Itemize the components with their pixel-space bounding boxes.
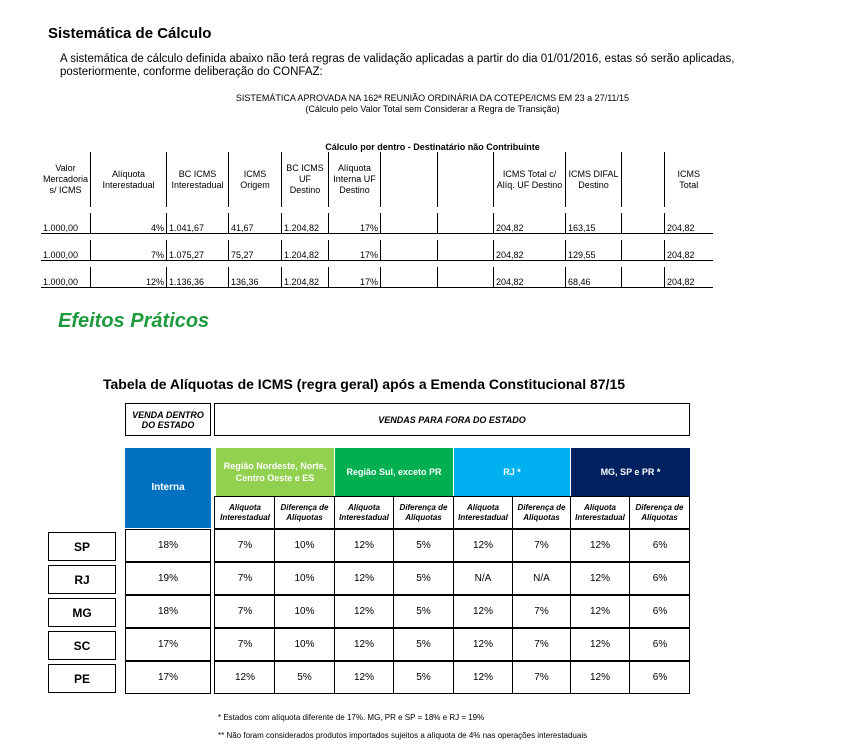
aliquota-cell: 7%: [216, 562, 275, 595]
aliquota-cell: 12%: [571, 562, 630, 595]
calc-cell: [438, 267, 494, 288]
state-label: PE: [48, 664, 116, 693]
region-header: RJ *: [454, 448, 570, 496]
sub-diferenca-header: Diferença de Alíquotas: [394, 497, 454, 528]
aliquota-cell: 12%: [454, 661, 513, 694]
calc-cell: [438, 213, 494, 234]
aliquota-cell: 12%: [454, 529, 513, 562]
calc-header-cell: [622, 152, 665, 207]
calc-header-row: [41, 152, 713, 207]
aliquota-cell: 6%: [652, 540, 668, 551]
calc-cell: 204,82: [494, 240, 566, 261]
aliquota-cell: 7%: [513, 661, 571, 694]
aliquota-cell: 6%: [652, 639, 668, 650]
calc-header-cell: ICMS Origem: [229, 152, 282, 207]
calc-cell: 17%: [329, 240, 381, 261]
aliquota-cell: 10%: [275, 529, 335, 562]
state-label: SP: [48, 532, 116, 561]
calc-cell: 41,67: [229, 213, 282, 234]
aliquota-cell: 5%: [394, 595, 454, 628]
calc-cell: [438, 240, 494, 261]
section-heading: Efeitos Práticos: [58, 310, 210, 332]
sub-aliquota-header: Alíquota Interestadual: [454, 497, 513, 528]
aliquota-cell: 7%: [216, 529, 275, 562]
aliquota-cell: 12%: [335, 562, 394, 595]
aliquota-cell: 12%: [335, 661, 394, 694]
calc-cell: 1.204,82: [282, 240, 329, 261]
calc-cell: 1.000,00: [41, 267, 91, 288]
sub-aliquota-header: Alíquota Interestadual: [571, 497, 630, 528]
calc-header-cell: ICMS DIFAL Destino: [566, 152, 622, 207]
calc-row: [41, 267, 713, 288]
calc-cell: [381, 240, 438, 261]
calc-header-cell: Alíquota Interna UF Destino: [329, 152, 381, 207]
calc-cell: 204,82: [494, 267, 566, 288]
calc-cell: [622, 240, 665, 261]
aliquota-cell: 12%: [335, 628, 394, 661]
sub-diferenca-header: Diferença de Alíquotas: [275, 497, 335, 528]
aliquota-cell: 12%: [216, 661, 275, 694]
calc-cell: [381, 267, 438, 288]
calc-header-cell: BC ICMS Interestadual: [167, 152, 229, 207]
calc-cell: 163,15: [566, 213, 622, 234]
footnote-1: * Estados com alíquota diferente de 17%. MG, PR e SP = 18% e RJ = 19%: [218, 713, 485, 722]
aliquota-cell: 12%: [571, 529, 630, 562]
interna-header: Interna: [125, 448, 211, 528]
calc-cell: 1.041,67: [167, 213, 229, 234]
interna-cell: 18%: [125, 595, 211, 628]
state-label: RJ: [48, 565, 116, 594]
interna-cell: 17%: [125, 661, 211, 694]
calc-header-cell: Alíquota Interestadual: [91, 152, 167, 207]
calc-cell: 1.204,82: [282, 213, 329, 234]
aliquota-cell: 6%: [652, 606, 668, 617]
calc-table: [41, 152, 713, 288]
calc-cell: [381, 213, 438, 234]
interna-cell: 18%: [125, 529, 211, 562]
aliquota-cell: 7%: [216, 595, 275, 628]
calc-cell: 129,55: [566, 240, 622, 261]
calc-cell: 17%: [329, 213, 381, 234]
aliquota-cell: 12%: [454, 595, 513, 628]
calc-header-cell: [438, 152, 494, 207]
sub-diferenca-header: Diferença de Alíquotas: [513, 497, 571, 528]
sub-aliquota-header: Alíquota Interestadual: [335, 497, 394, 528]
aliquota-cell: 10%: [275, 628, 335, 661]
calc-row: [41, 240, 713, 261]
approval-subline: (Cálculo pelo Valor Total sem Considerar a Regra de Transição): [305, 104, 560, 114]
aliquota-cell: 7%: [216, 628, 275, 661]
calc-row: [41, 213, 713, 234]
aliquota-cell: 12%: [454, 628, 513, 661]
calc-header-cell: BC ICMS UF Destino: [282, 152, 329, 207]
calc-cell: [622, 213, 665, 234]
calc-cell: 136,36: [229, 267, 282, 288]
aliquota-cell: 7%: [513, 529, 571, 562]
venda-dentro-header: VENDA DENTRO DO ESTADO: [125, 403, 211, 436]
calc-header-cell: ICMS Total: [665, 152, 713, 207]
intro-paragraph: A sistemática de cálculo definida abaixo não terá regras de validação aplicadas a partir do dia 01/01/2016, estas só serão aplicadas, posteriormente, conforme deliberação do CONFAZ:: [60, 53, 735, 78]
aliquota-cell: 12%: [335, 595, 394, 628]
calc-header-cell: ICMS Total c/ Alíq. UF Destino: [494, 152, 566, 207]
interna-cell: 19%: [125, 562, 211, 595]
page-title: Sistemática de Cálculo: [48, 25, 212, 42]
aliquota-cell: 12%: [571, 595, 630, 628]
calc-cell: 4%: [91, 213, 167, 234]
calc-header-cell: Valor Mercadoria s/ ICMS: [43, 163, 89, 195]
calc-cell: 17%: [329, 267, 381, 288]
calc-header-cell: [381, 152, 438, 207]
region-header: MG, SP e PR *: [571, 448, 690, 496]
calc-cell: 75,27: [229, 240, 282, 261]
aliquota-cell: 12%: [335, 529, 394, 562]
calc-cell: 7%: [91, 240, 167, 261]
vendas-fora-header: VENDAS PARA FORA DO ESTADO: [214, 403, 690, 436]
aliquota-cell: 12%: [571, 628, 630, 661]
interna-cell: 17%: [125, 628, 211, 661]
calc-cell: 1.136,36: [167, 267, 229, 288]
calc-cell: 12%: [91, 267, 167, 288]
aliquota-cell: 12%: [571, 661, 630, 694]
aliquota-cell: N/A: [454, 562, 513, 595]
calc-cell: 1.204,82: [282, 267, 329, 288]
calc-cell: 204,82: [665, 267, 713, 288]
approval-line: SISTEMÁTICA APROVADA NA 162ª REUNIÃO ORDINÁRIA DA COTEPE/ICMS EM 23 a 27/11/15: [235, 93, 630, 103]
aliquota-cell: 10%: [275, 595, 335, 628]
aliquota-cell: 7%: [513, 628, 571, 661]
region-header: Região Sul, exceto PR: [335, 448, 453, 496]
aliquota-cell: 5%: [275, 661, 335, 694]
aliquota-cell: 7%: [513, 595, 571, 628]
calc-cell: 204,82: [665, 240, 713, 261]
sub-diferenca-header: Diferença de Alíquotas: [630, 497, 690, 528]
state-label: MG: [48, 598, 116, 627]
aliquota-cell: 6%: [652, 672, 668, 683]
footnote-2: ** Não foram considerados produtos importados sujeitos a alíquota de 4% nas operações interestaduais: [218, 731, 588, 740]
aliquota-cell: 5%: [394, 562, 454, 595]
aliquota-table-title: Tabela de Alíquotas de ICMS (regra geral) após a Emenda Constitucional 87/15: [103, 376, 626, 392]
calc-cell: 68,46: [566, 267, 622, 288]
aliquota-cell: N/A: [513, 562, 571, 595]
aliquota-cell: 5%: [394, 661, 454, 694]
aliquota-cell: 5%: [394, 529, 454, 562]
calc-table-title: Cálculo por dentro - Destinatário não Contribuinte: [325, 142, 540, 152]
aliquota-cell: 6%: [652, 573, 668, 584]
calc-cell: 204,82: [665, 213, 713, 234]
region-header: Região Nordeste, Norte, Centro Oeste e ES: [216, 448, 334, 496]
state-label: SC: [48, 631, 116, 660]
calc-cell: 1.075,27: [167, 240, 229, 261]
calc-cell: 1.000,00: [41, 213, 91, 234]
aliquota-cell: 10%: [275, 562, 335, 595]
sub-aliquota-header: Alíquota Interestadual: [216, 497, 275, 528]
calc-cell: 204,82: [494, 213, 566, 234]
aliquota-cell: 5%: [394, 628, 454, 661]
calc-cell: 1.000,00: [41, 240, 91, 261]
calc-cell: [622, 267, 665, 288]
